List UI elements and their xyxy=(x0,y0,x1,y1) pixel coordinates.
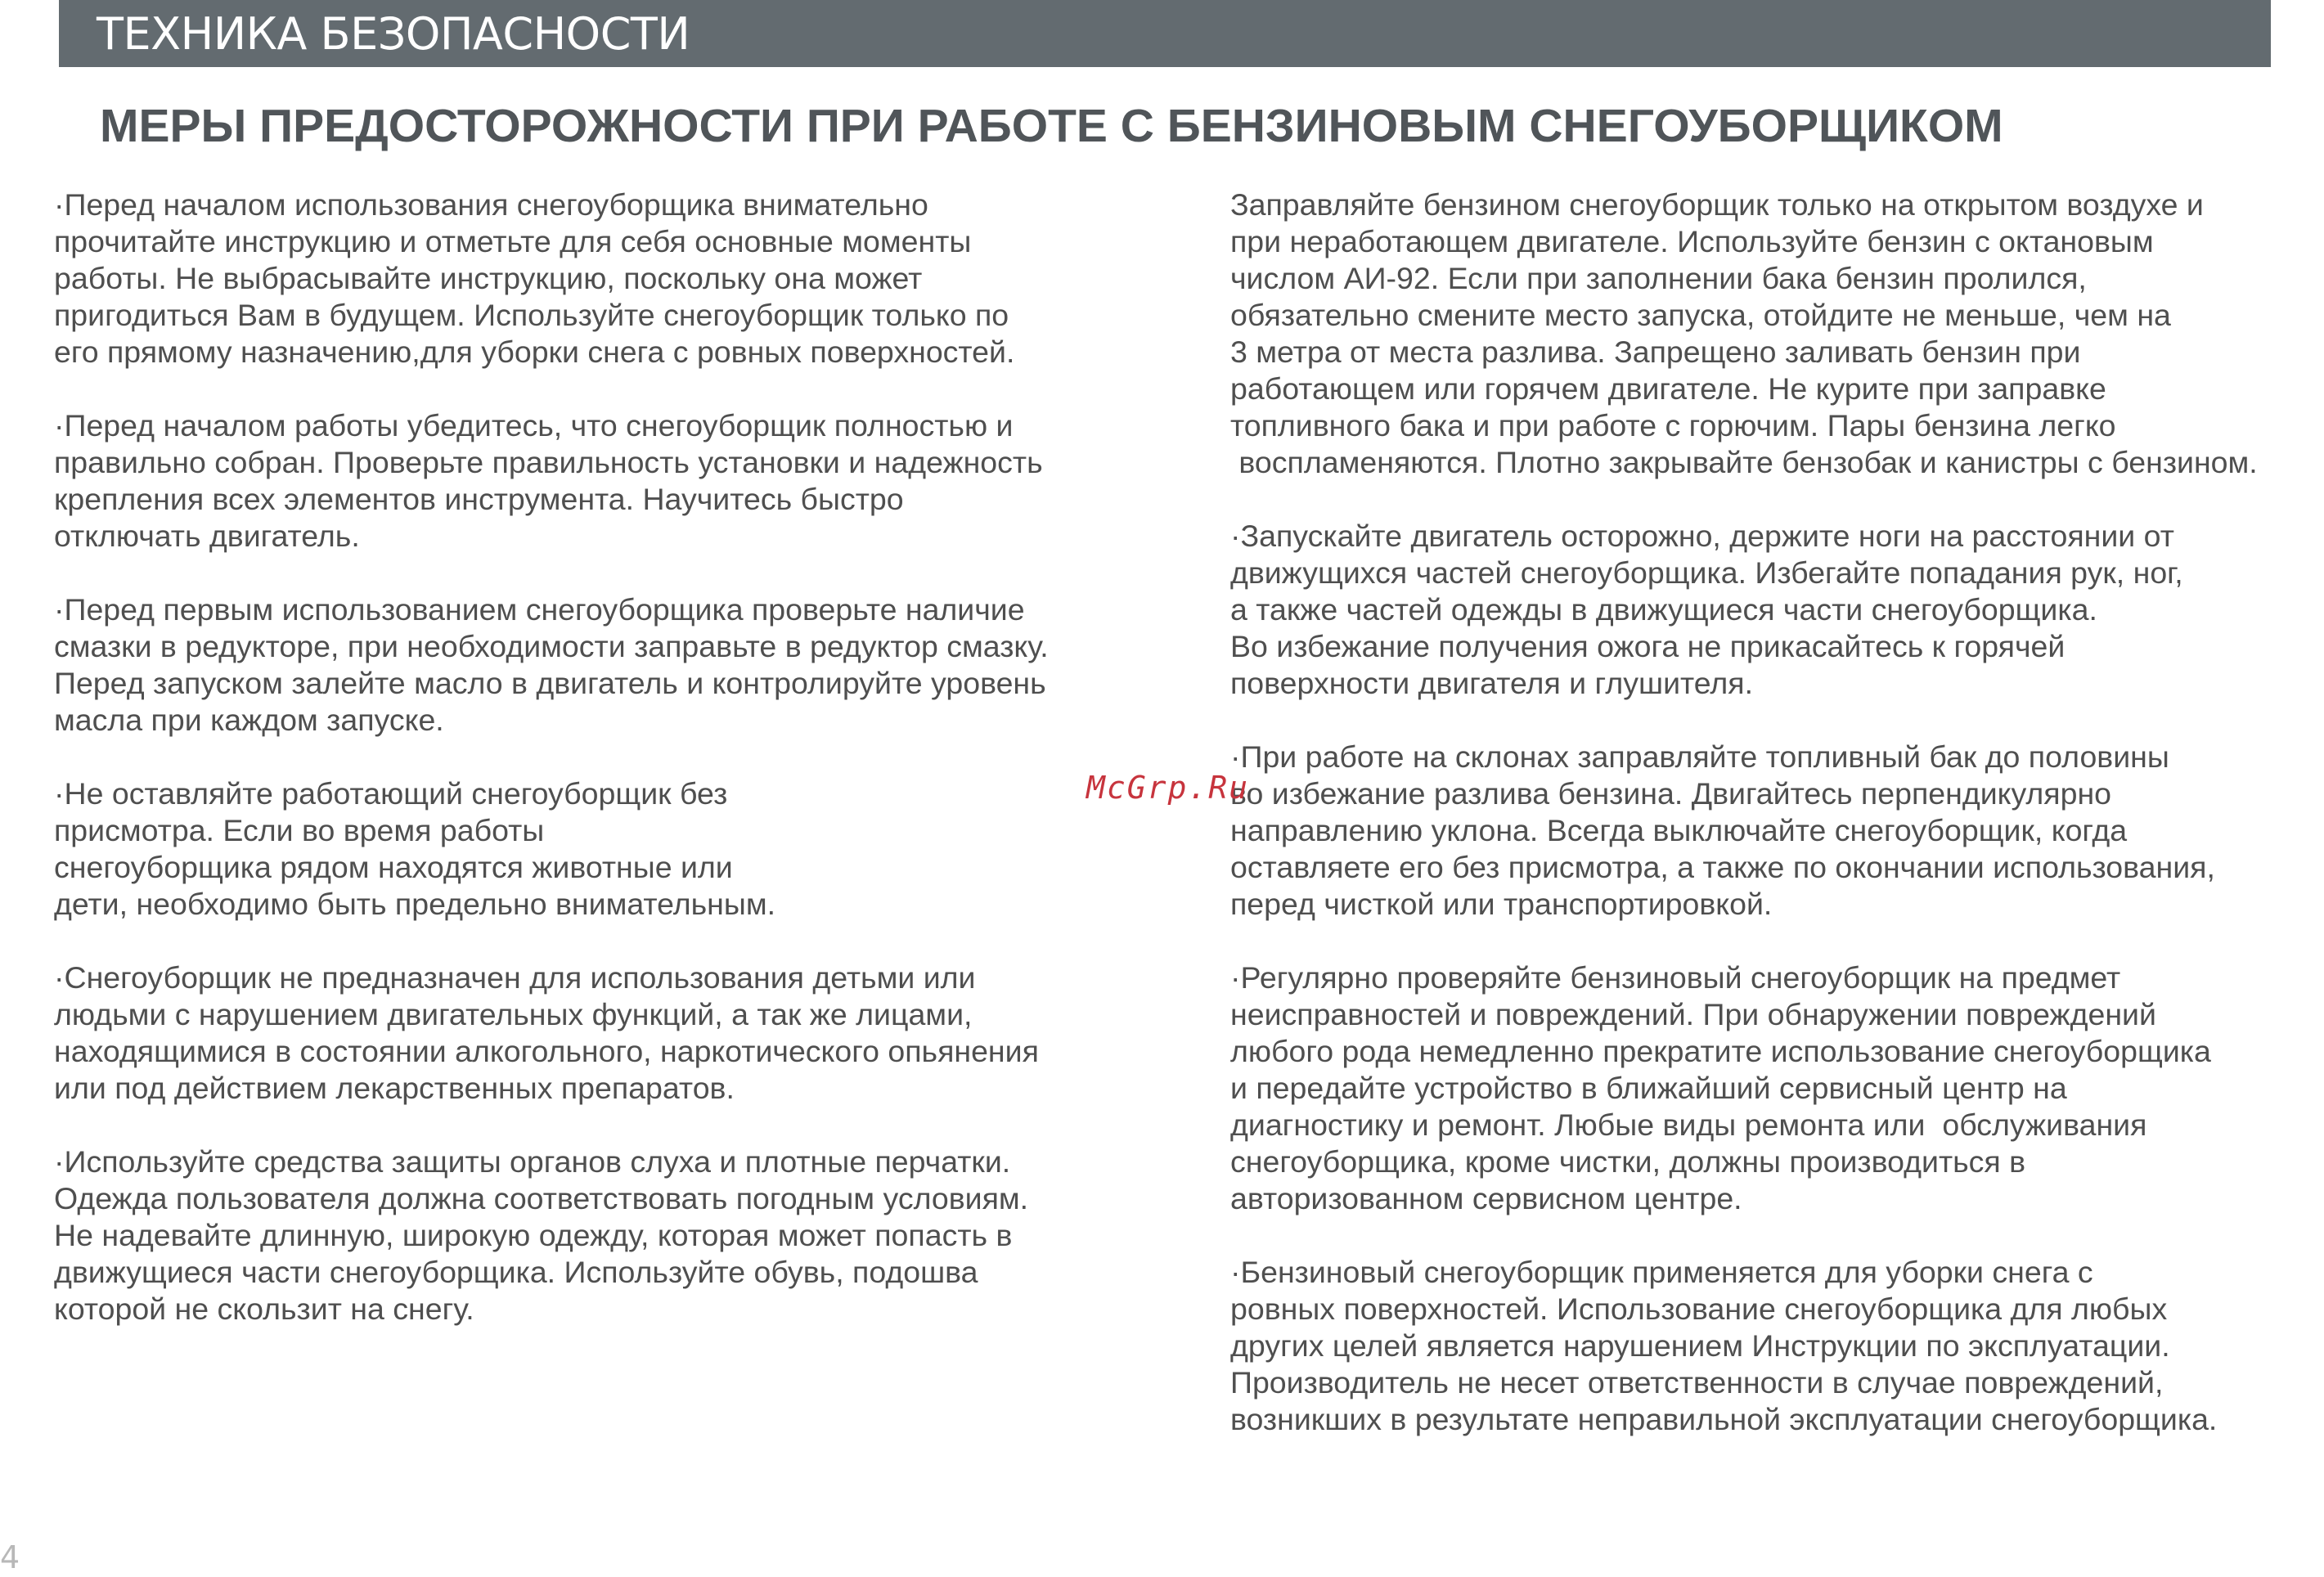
paragraph-line: присмотра. Если во время работы xyxy=(54,813,545,847)
right-text-column xyxy=(1230,186,2318,1475)
paragraph-line: отключать двигатель. xyxy=(54,519,360,553)
paragraph-line: движущихся частей снегоуборщика. Избегайте попадания рук, ног, xyxy=(1230,555,2183,590)
page-heading: МЕРЫ ПРЕДОСТОРОЖНОСТИ ПРИ РАБОТЕ С БЕНЗИНОВЫМ СНЕГОУБОРЩИКОМ xyxy=(100,100,2003,152)
paragraph-line: ·Регулярно проверяйте бензиновый снегоуборщик на предмет xyxy=(1230,960,2121,995)
paragraph-line: работающем или горячем двигателе. Не курите при заправке xyxy=(1230,371,2106,406)
paragraph-line: снегоуборщика, кроме чистки, должны производиться в xyxy=(1230,1144,2026,1179)
paragraph-line: его прямому назначению,для уборки снега с ровных поверхностей. xyxy=(54,335,1015,369)
paragraph-line: ·Снегоуборщик не предназначен для использования детьми или xyxy=(54,960,976,995)
paragraph-line: любого рода немедленно прекратите использование снегоуборщика xyxy=(1230,1034,2211,1068)
section-header-bar xyxy=(59,0,2271,67)
paragraph-line: смазки в редукторе, при необходимости заправьте в редуктор смазку. xyxy=(54,629,1049,663)
paragraph-line: авторизованном сервисном центре. xyxy=(1230,1181,1742,1215)
paragraph-line: ·Перед первым использованием снегоуборщика проверьте наличие xyxy=(54,592,1025,627)
paragraph-line: пригодиться Вам в будущем. Используйте снегоуборщик только по xyxy=(54,298,1009,332)
paragraph-line: диагностику и ремонт. Любые виды ремонта или обслуживания xyxy=(1230,1107,2147,1142)
safety-paragraph xyxy=(1230,1254,2318,1438)
paragraph-line: ·Запускайте двигатель осторожно, держите ноги на расстоянии от xyxy=(1230,519,2174,553)
paragraph-line: направлению уклона. Всегда выключайте снегоуборщик, когда xyxy=(1230,813,2128,847)
paragraph-line: ·Бензиновый снегоуборщик применяется для уборки снега с xyxy=(1230,1255,2093,1289)
paragraph-line: воспламеняются. Плотно закрывайте бензобак и канистры с бензином. xyxy=(1230,445,2258,479)
paragraph-line: неисправностей и повреждений. При обнаружении повреждений xyxy=(1230,997,2156,1031)
paragraph-line: Производитель не несет ответственности в случае повреждений, xyxy=(1230,1365,2164,1400)
left-text-column xyxy=(54,186,1150,1364)
safety-paragraph xyxy=(54,186,1150,371)
paragraph-line: людьми с нарушением двигательных функций, а так же лицами, xyxy=(54,997,973,1031)
paragraph-line: обязательно смените место запуска, отойдите не меньше, чем на xyxy=(1230,298,2171,332)
safety-paragraph xyxy=(1230,518,2318,702)
page-number: 4 xyxy=(0,1539,20,1575)
paragraph-line: движущиеся части снегоуборщика. Используйте обувь, подошва xyxy=(54,1255,978,1289)
safety-paragraph xyxy=(1230,959,2318,1217)
paragraph-line: числом АИ-92. Если при заполнении бака бензин пролился, xyxy=(1230,261,2087,295)
paragraph-line: ровных поверхностей. Использование снегоуборщика для любых xyxy=(1230,1292,2168,1326)
paragraph-line: Во избежание получения ожога не прикасайтесь к горячей xyxy=(1230,629,2066,663)
paragraph-line: прочитайте инструкцию и отметьте для себя основные моменты xyxy=(54,224,972,258)
safety-paragraph xyxy=(54,591,1150,739)
paragraph-line: работы. Не выбрасывайте инструкцию, поскольку она может xyxy=(54,261,923,295)
paragraph-line: поверхности двигателя и глушителя. xyxy=(1230,666,1754,700)
paragraph-line: Перед запуском залейте масло в двигатель и контролируйте уровень xyxy=(54,666,1046,700)
paragraph-line: во избежание разлива бензина. Двигайтесь перпендикулярно xyxy=(1230,776,2112,811)
paragraph-line: 3 метра от места разлива. Запрещено заливать бензин при xyxy=(1230,335,2081,369)
paragraph-line: которой не скользит на снегу. xyxy=(54,1292,474,1326)
paragraph-line: Одежда пользователя должна соответствовать погодным условиям. xyxy=(54,1181,1029,1215)
safety-paragraph xyxy=(1230,186,2318,481)
paragraph-line: оставляете его без присмотра, а также по окончании использования, xyxy=(1230,850,2215,884)
safety-paragraph xyxy=(54,959,1150,1107)
paragraph-line: топливного бака и при работе с горючим. Пары бензина легко xyxy=(1230,408,2116,443)
paragraph-line: возникших в результате неправильной эксплуатации снегоуборщика. xyxy=(1230,1402,2218,1436)
paragraph-line: ·При работе на склонах заправляйте топливный бак до половины xyxy=(1230,739,2169,774)
paragraph-line: а также частей одежды в движущиеся части снегоуборщика. xyxy=(1230,592,2097,627)
section-title: ТЕХНИКА БЕЗОПАСНОСТИ xyxy=(97,8,690,60)
paragraph-line: правильно собран. Проверьте правильность установки и надежность xyxy=(54,445,1043,479)
safety-paragraph xyxy=(54,407,1150,555)
paragraph-line: ·Перед началом работы убедитесь, что снегоуборщик полностью и xyxy=(54,408,1014,443)
paragraph-line: ·Перед началом использования снегоуборщика внимательно xyxy=(54,187,928,222)
paragraph-line: масла при каждом запуске. xyxy=(54,703,444,737)
paragraph-line: или под действием лекарственных препаратов. xyxy=(54,1071,735,1105)
safety-paragraph xyxy=(1230,739,2318,923)
safety-paragraph xyxy=(54,1143,1150,1328)
paragraph-line: снегоуборщика рядом находятся животные или xyxy=(54,850,733,884)
paragraph-line: ·Используйте средства защиты органов слуха и плотные перчатки. xyxy=(54,1144,1011,1179)
paragraph-line: перед чисткой или транспортировкой. xyxy=(1230,887,1773,921)
paragraph-line: других целей является нарушением Инструкции по эксплуатации. xyxy=(1230,1328,2170,1363)
paragraph-line: дети, необходимо быть предельно внимательным. xyxy=(54,887,776,921)
paragraph-line: при неработающем двигателе. Используйте бензин с октановым xyxy=(1230,224,2154,258)
paragraph-line: Заправляйте бензином снегоуборщик только на открытом воздухе и xyxy=(1230,187,2204,222)
safety-paragraph xyxy=(54,775,1150,923)
paragraph-line: и передайте устройство в ближайший сервисный центр на xyxy=(1230,1071,2067,1105)
paragraph-line: ·Не оставляйте работающий снегоуборщик без xyxy=(54,776,728,811)
paragraph-line: крепления всех элементов инструмента. Научитесь быстро xyxy=(54,482,904,516)
paragraph-line: Не надевайте длинную, широкую одежду, которая может попасть в xyxy=(54,1218,1013,1252)
watermark-text: McGrp.Ru xyxy=(1086,770,1250,806)
paragraph-line: находящимися в состоянии алкогольного, наркотического опьянения xyxy=(54,1034,1039,1068)
